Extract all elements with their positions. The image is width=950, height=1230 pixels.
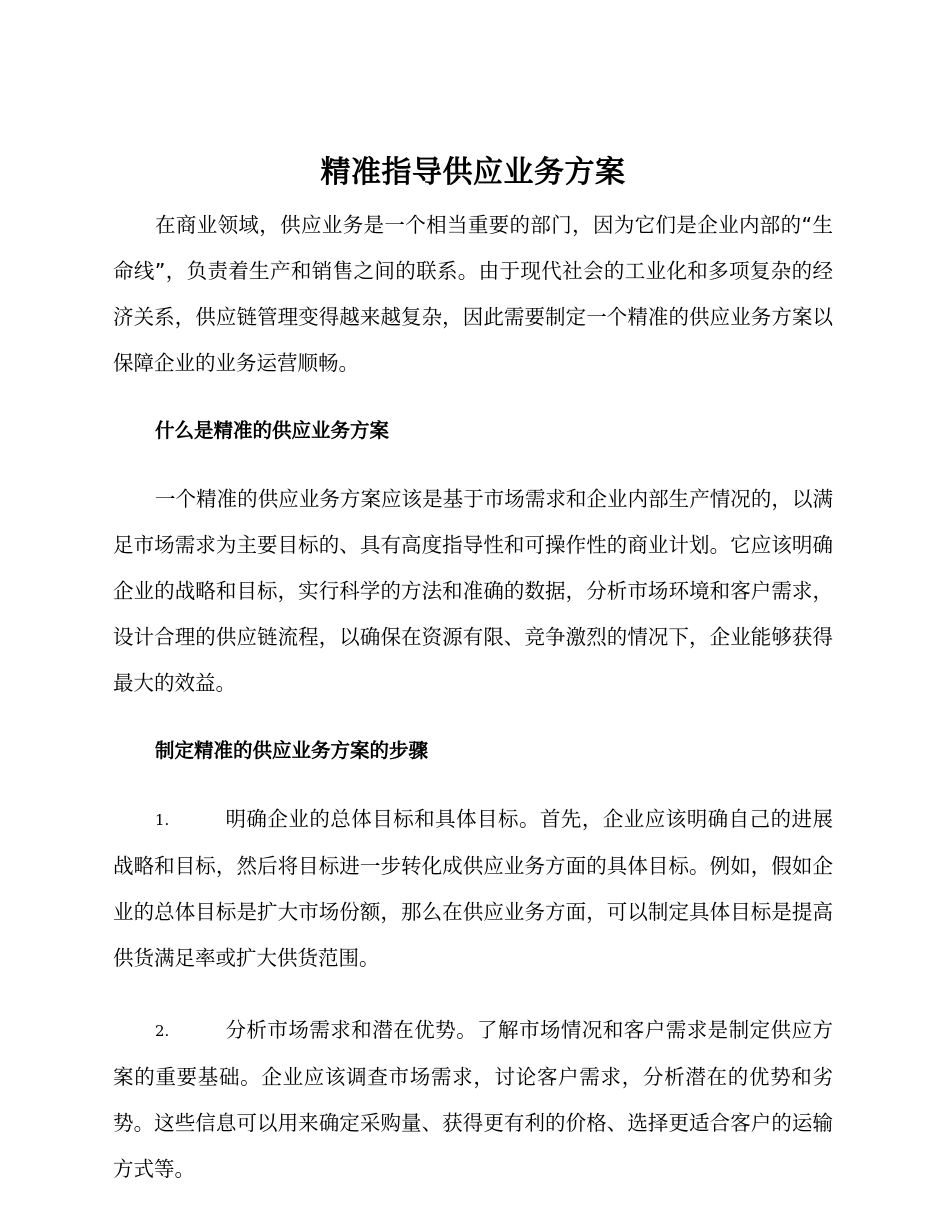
list-item-text: 明确企业的总体目标和具体目标。首先，企业应该明确自己的进展战略和目标，然后将目标进一步转化成供应业务方面的具体目标。例如，假如企业的总体目标是扩大市场份额，那么在供应业务方面，可以制定具体目标是提高供货满足率或扩大供货范围。 (113, 807, 833, 970)
section-heading-steps: 制定精准的供应业务方案的步骤 (155, 739, 429, 762)
definition-paragraph: 一个精准的供应业务方案应该是基于市场需求和企业内部生产情况的，以满足市场需求为主要目标的、具有高度指导性和可操作性的商业计划。它应该明确企业的战略和目标，实行科学的方法和准确的数据，分析市场环境和客户需求，设计合理的供应链流程，以确保在资源有限、竞争激烈的情况下，企业能够获得最大的效益。 (113, 487, 833, 695)
list-item-number: 2. (155, 1022, 170, 1040)
list-item (113, 1007, 833, 1192)
document-title: 精准指导供应业务方案 (320, 155, 626, 190)
document-body (113, 150, 833, 1192)
list-item-number: 1. (155, 811, 170, 829)
list-item (113, 796, 833, 981)
list-item-text: 分析市场需求和潜在优势。了解市场情况和客户需求是制定供应方案的重要基础。企业应该调查市场需求，讨论客户需求，分析潜在的优势和劣势。这些信息可以用来确定采购量、获得更有利的价格、选择更适合客户的运输方式等。 (113, 1018, 833, 1181)
section-heading-definition: 什么是精准的供应业务方案 (155, 419, 390, 442)
intro-paragraph: 在商业领域，供应业务是一个相当重要的部门，因为它们是企业内部的“生命线”，负责着生产和销售之间的联系。由于现代社会的工业化和多项复杂的经济关系，供应链管理变得越来越复杂，因此需要制定一个精准的供应业务方案以保障企业的业务运营顺畅。 (113, 213, 833, 375)
